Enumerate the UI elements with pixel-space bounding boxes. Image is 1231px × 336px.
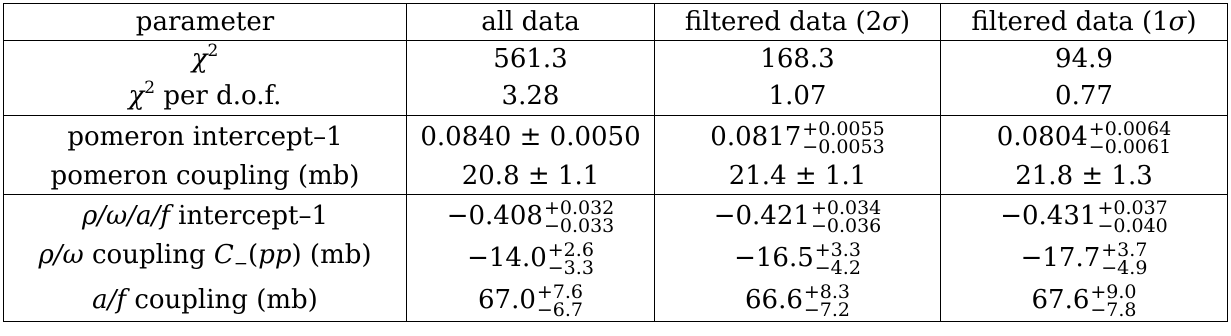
superscript: 2 (207, 41, 219, 61)
row-label-text: coupling (83, 240, 214, 271)
cell-filtered-2sigma (655, 195, 941, 238)
error-upper: +3.7 (1101, 238, 1148, 261)
c-subscript: − (233, 254, 249, 275)
header-filtered-2sigma-prefix: filtered data (2 (684, 7, 883, 37)
superscript: 2 (144, 78, 156, 98)
value: 0.0817 (710, 122, 802, 152)
error-lower: −7.2 (803, 299, 851, 321)
row-label-text: coupling (mb) (126, 285, 318, 315)
value: 67.6 (1031, 285, 1090, 315)
asymmetric-error (802, 117, 885, 158)
table-row-af-coupling (4, 279, 1228, 322)
row-label-unit: (mb) (301, 240, 372, 271)
error-lower: −0.0061 (1088, 136, 1172, 158)
cell-filtered-2sigma (655, 116, 941, 159)
cell-filtered-1sigma: 94.9 (941, 41, 1228, 78)
cell-filtered-2sigma: 21.4 ± 1.1 (655, 158, 941, 195)
value: 67.0 (477, 285, 536, 315)
error-upper: +0.0055 (802, 117, 885, 140)
value: −0.408 (446, 201, 543, 231)
paren-close: ) (291, 240, 302, 271)
cell-all-data (407, 237, 655, 279)
error-upper: +9.0 (1090, 280, 1137, 303)
fit-results-table (3, 3, 1228, 322)
header-filtered-1sigma (941, 4, 1228, 41)
asymmetric-error (803, 280, 851, 321)
value: −0.431 (1000, 201, 1097, 231)
header-filtered-1sigma-prefix: filtered data (1 (971, 7, 1169, 37)
asymmetric-error (1088, 117, 1172, 158)
error-upper: +0.032 (543, 196, 615, 219)
value: −16.5 (734, 243, 814, 273)
asymmetric-error (543, 196, 615, 237)
error-lower: −0.040 (1097, 215, 1168, 237)
pp-symbol: pp (258, 240, 292, 271)
cell-filtered-1sigma (941, 237, 1228, 279)
paren-open: ( (248, 240, 259, 271)
asymmetric-error (810, 196, 882, 237)
cell-filtered-2sigma: 1.07 (655, 77, 941, 116)
asymmetric-error (536, 280, 584, 321)
header-filtered-2sigma (655, 4, 941, 41)
sigma-symbol: σ (1168, 7, 1187, 37)
cell-all-data: 20.8 ± 1.1 (407, 158, 655, 195)
cell-filtered-1sigma: 0.77 (941, 77, 1228, 116)
value: −14.0 (467, 243, 547, 273)
error-upper: +0.034 (810, 196, 882, 219)
chi-symbol: χ (191, 44, 208, 74)
chi-symbol: χ (128, 81, 145, 111)
cell-filtered-1sigma (941, 195, 1228, 238)
table-row-chi2-per-dof (4, 77, 1228, 116)
cell-all-data (407, 279, 655, 322)
value: 66.6 (744, 285, 803, 315)
asymmetric-error (547, 238, 594, 279)
row-label (4, 237, 407, 279)
error-upper: +8.3 (803, 280, 851, 303)
row-label: pomeron intercept–1 (4, 116, 407, 159)
error-lower: −7.8 (1090, 299, 1137, 321)
row-label-text: per d.o.f. (155, 81, 282, 111)
error-upper: +0.0064 (1088, 117, 1172, 140)
asymmetric-error (1101, 238, 1148, 279)
row-label (4, 195, 407, 238)
header-filtered-2sigma-suffix: ) (899, 7, 911, 37)
header-row (4, 4, 1228, 41)
table-row-rho-omega-coupling (4, 237, 1228, 279)
error-lower: −0.033 (543, 215, 615, 237)
table-row-reggeon-intercept (4, 195, 1228, 238)
table-row-chi2 (4, 41, 1228, 78)
error-upper: +7.6 (536, 280, 584, 303)
cell-filtered-1sigma: 21.8 ± 1.3 (941, 158, 1228, 195)
c-symbol: C (213, 240, 234, 271)
error-lower: −6.7 (536, 299, 584, 321)
value: −17.7 (1020, 243, 1101, 273)
cell-all-data: 3.28 (407, 77, 655, 116)
sigma-symbol: σ (882, 7, 900, 37)
row-label: pomeron coupling (mb) (4, 158, 407, 195)
header-all-data: all data (407, 4, 655, 41)
error-lower: −3.3 (547, 257, 594, 279)
error-lower: −4.2 (814, 257, 861, 279)
value: −0.421 (713, 201, 810, 231)
asymmetric-error (1097, 196, 1168, 237)
row-label (4, 77, 407, 116)
value: 0.0804 (996, 122, 1088, 152)
asymmetric-error (814, 238, 861, 279)
row-label-symbol: a/f (92, 285, 127, 315)
error-upper: +2.6 (547, 238, 594, 261)
cell-filtered-1sigma (941, 279, 1228, 322)
results-table-container (3, 3, 1227, 332)
cell-filtered-2sigma: 168.3 (655, 41, 941, 78)
error-lower: −4.9 (1101, 257, 1148, 279)
row-label-symbol: ρ/ω/a/f (81, 201, 170, 231)
row-label (4, 41, 407, 78)
error-lower: −0.0053 (802, 136, 885, 158)
cell-filtered-2sigma (655, 237, 941, 279)
error-lower: −0.036 (810, 215, 882, 237)
cell-all-data (407, 195, 655, 238)
header-filtered-1sigma-suffix: ) (1186, 7, 1197, 37)
error-upper: +0.037 (1097, 196, 1168, 219)
row-label-text: intercept–1 (169, 201, 329, 231)
header-parameter: parameter (4, 4, 407, 41)
cell-all-data: 0.0840 ± 0.0050 (407, 116, 655, 159)
error-upper: +3.3 (814, 238, 861, 261)
table-row-pomeron-coupling (4, 158, 1228, 195)
table-row-pomeron-intercept (4, 116, 1228, 159)
cell-filtered-2sigma (655, 279, 941, 322)
asymmetric-error (1090, 280, 1137, 321)
row-label-symbol: ρ/ω (38, 240, 84, 271)
cell-all-data: 561.3 (407, 41, 655, 78)
row-label (4, 279, 407, 322)
cell-filtered-1sigma (941, 116, 1228, 159)
